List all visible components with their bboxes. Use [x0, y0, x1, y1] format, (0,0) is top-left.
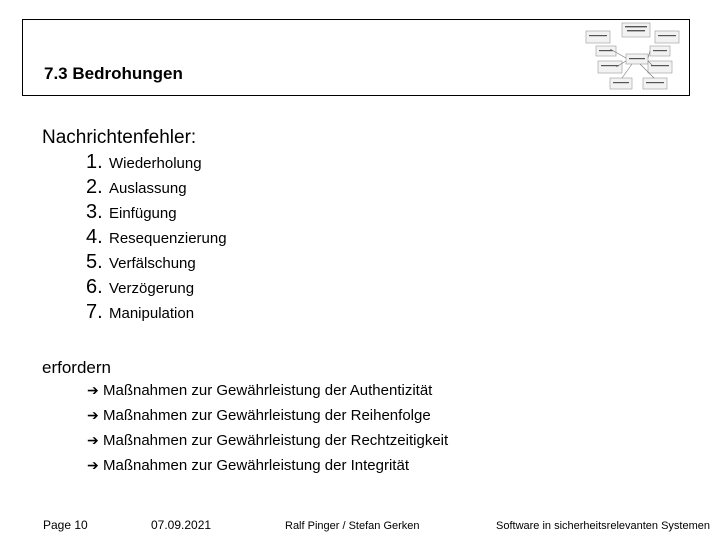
list-item	[87, 432, 448, 457]
item-text: Verzögerung	[109, 280, 195, 297]
item-number: 6.	[86, 276, 103, 298]
list-item	[87, 382, 448, 407]
footer-page-number: Page 10	[43, 518, 88, 532]
list-item	[86, 276, 227, 301]
item-text: Manipulation	[109, 305, 195, 322]
measure-text: Maßnahmen zur Gewährleistung der Reihenfolge	[103, 407, 431, 424]
message-error-list	[86, 151, 227, 326]
right-arrow-icon: ➔	[87, 457, 99, 473]
overview-diagram-thumbnail	[560, 3, 685, 91]
list-item	[87, 407, 448, 432]
item-number: 7.	[86, 301, 103, 323]
item-text: Einfügung	[109, 205, 177, 222]
requires-label: erfordern	[42, 358, 111, 377]
item-number: 5.	[86, 251, 103, 273]
item-text: Auslassung	[109, 180, 187, 197]
item-number: 3.	[86, 201, 103, 223]
list-item	[86, 226, 227, 251]
measure-text: Maßnahmen zur Gewährleistung der Integrität	[103, 457, 409, 474]
item-text: Verfälschung	[109, 255, 196, 272]
measure-text: Maßnahmen zur Gewährleistung der Authentizität	[103, 382, 433, 399]
error-heading: Nachrichtenfehler:	[42, 127, 197, 148]
footer-date: 07.09.2021	[151, 518, 212, 532]
measures-list	[87, 382, 448, 482]
list-item	[86, 176, 227, 201]
list-item	[86, 301, 227, 326]
slide-title: 7.3 Bedrohungen	[44, 64, 183, 83]
footer-authors: Ralf Pinger / Stefan Gerken	[285, 520, 420, 532]
item-number: 2.	[86, 176, 103, 198]
right-arrow-icon: ➔	[87, 432, 99, 448]
list-item	[86, 251, 227, 276]
right-arrow-icon: ➔	[87, 407, 99, 423]
item-text: Resequenzierung	[109, 230, 227, 247]
right-arrow-icon: ➔	[87, 382, 99, 398]
list-item	[87, 457, 448, 482]
footer-course: Software in sicherheitsrelevanten Systemen	[496, 520, 710, 532]
item-text: Wiederholung	[109, 155, 202, 172]
item-number: 1.	[86, 151, 103, 173]
item-number: 4.	[86, 226, 103, 248]
list-item	[86, 201, 227, 226]
measure-text: Maßnahmen zur Gewährleistung der Rechtzeitigkeit	[103, 432, 449, 449]
list-item	[86, 151, 227, 176]
